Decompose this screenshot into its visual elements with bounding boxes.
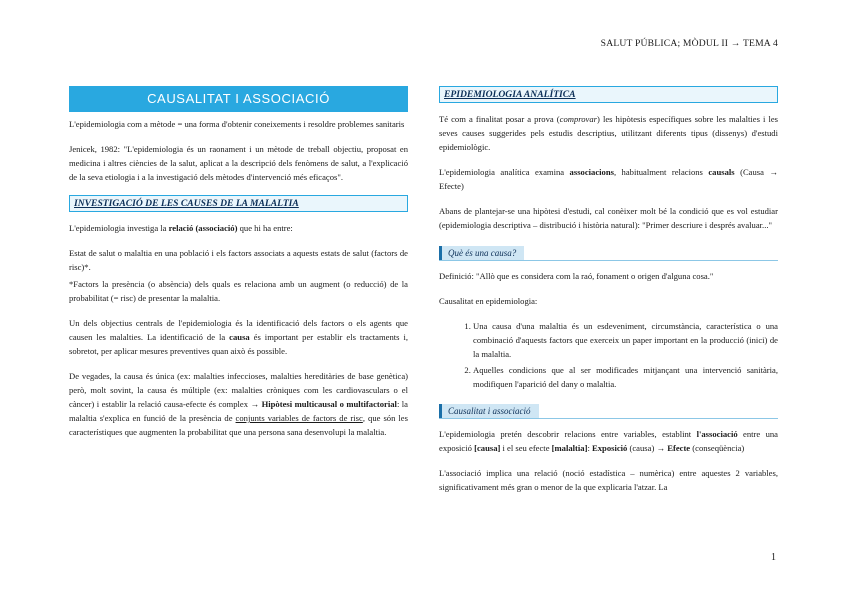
- associacio-paragraph: L'associació implica una relació (noció estadística – numèrica) entre aquestes 2 variables, significativament més gran o menor de la que explicaria l'atzar. La: [439, 468, 778, 492]
- subheading-causalitat-associacio: Causalitat i associació: [439, 404, 539, 418]
- section-heading-analitica: EPIDEMIOLOGIA ANALÍTICA: [439, 86, 778, 103]
- finalitat-paragraph: Té com a finalitat posar a prova (comprovar) les hipòtesis específiques sobre les malalties i les seves causes suggerides pels estudis descriptius, utilitzant diferents tipus (dissenys) d'estudi epidemiològic.: [439, 114, 778, 152]
- factors-note: *Factors la presència (o absència) dels quals es relaciona amb un augment (o reducció) de la probabilitat (= risc) de presentar la malaltia.: [69, 279, 408, 303]
- list-item: 1. Una causa d'una malaltia és un esdeveniment, circumstància, característica o una combinació d'aquests factors que exerceix un paper important en la producció (inici) de la malaltia.: [473, 319, 778, 361]
- subheading-rule: [439, 260, 778, 261]
- page-title: CAUSALITAT I ASSOCIACIÓ: [69, 86, 408, 112]
- causalitat-label: Causalitat en epidemiologia:: [439, 296, 538, 306]
- causa-list: [439, 319, 778, 391]
- intro-paragraph: L'epidemiologia com a mètode = una forma d'obtenir coneixements i resoldre problemes sanitaris: [69, 119, 405, 129]
- right-column: [439, 86, 778, 505]
- left-column: [69, 86, 408, 450]
- causa-multiple-paragraph: De vegades, la causa és única (ex: malalties infeccioses, malalties hereditàries de base genètica) però, molt sovint, la causa és múltiple (ex: malalties cròniques com les cardiovasculars o el càncer) i establir la relació causa-efecte és complex → Hipòtesi multicausal o multifactorial: la malaltia s'explica en funció de la presència de conjunts variables de factors de risc, que són les característiques que augmenten la probabilitat que una persona sana desenvolupi la malaltia.: [69, 371, 408, 437]
- investigacio-paragraph: L'epidemiologia investiga la relació (associació) que hi ha entre:: [69, 223, 293, 233]
- pretén-paragraph: L'epidemiologia pretén descobrir relacions entre variables, establint l'associació entre una exposició [causa] i el seu efecte [malaltia]: Exposició (causa) → Efecte (conseqüència): [439, 429, 778, 453]
- page-number: 1: [771, 552, 776, 563]
- page-header: SALUT PÚBLICA; MÒDUL II → TEMA 4: [600, 38, 778, 49]
- abans-paragraph: Abans de plantejar-se una hipòtesi d'estudi, cal conèixer molt bé la condició que es vol estudiar (epidemiologia descriptiva – distribució i història natural): "Primer descriure i després avaluar...": [439, 206, 778, 230]
- objectius-paragraph: Un dels objectius centrals de l'epidemiologia és la identificació dels factors o els agents que causen les malalties. La identificació de la causa és important per establir els tractaments i, sobretot, per aplicar mesures preventives quan això és possible.: [69, 318, 408, 356]
- estat-paragraph: Estat de salut o malaltia en una població i els factors associats a aquests estats de salut (factors de risc)*.: [69, 248, 408, 272]
- list-item: 2. Aquelles condicions que al ser modificades mitjançant una intervenció sanitària, modifiquen l'aparició del dany o malaltia.: [473, 363, 778, 391]
- section-heading-investigacio: INVESTIGACIÓ DE LES CAUSES DE LA MALALTIA: [69, 195, 408, 212]
- subheading-que-es-causa: Què és una causa?: [439, 246, 524, 260]
- subheading-rule: [439, 418, 778, 419]
- examina-paragraph: L'epidemiologia analítica examina associacions, habitualment relacions causals (Causa → Efecte): [439, 167, 778, 191]
- jenicek-quote: Jenicek, 1982: "L'epidemiologia és un raonament i un mètode de treball objectiu, proposat en medicina i altres ciències de la salut, aplicat a la descripció dels fenòmens de salut, a l'explicació de la seva etiologia i a la investigació dels mètodes d'intervenció més eficaços".: [69, 144, 408, 182]
- definicio-paragraph: Definició: "Allò que es considera com la raó, fonament o origen d'alguna cosa.": [439, 271, 714, 281]
